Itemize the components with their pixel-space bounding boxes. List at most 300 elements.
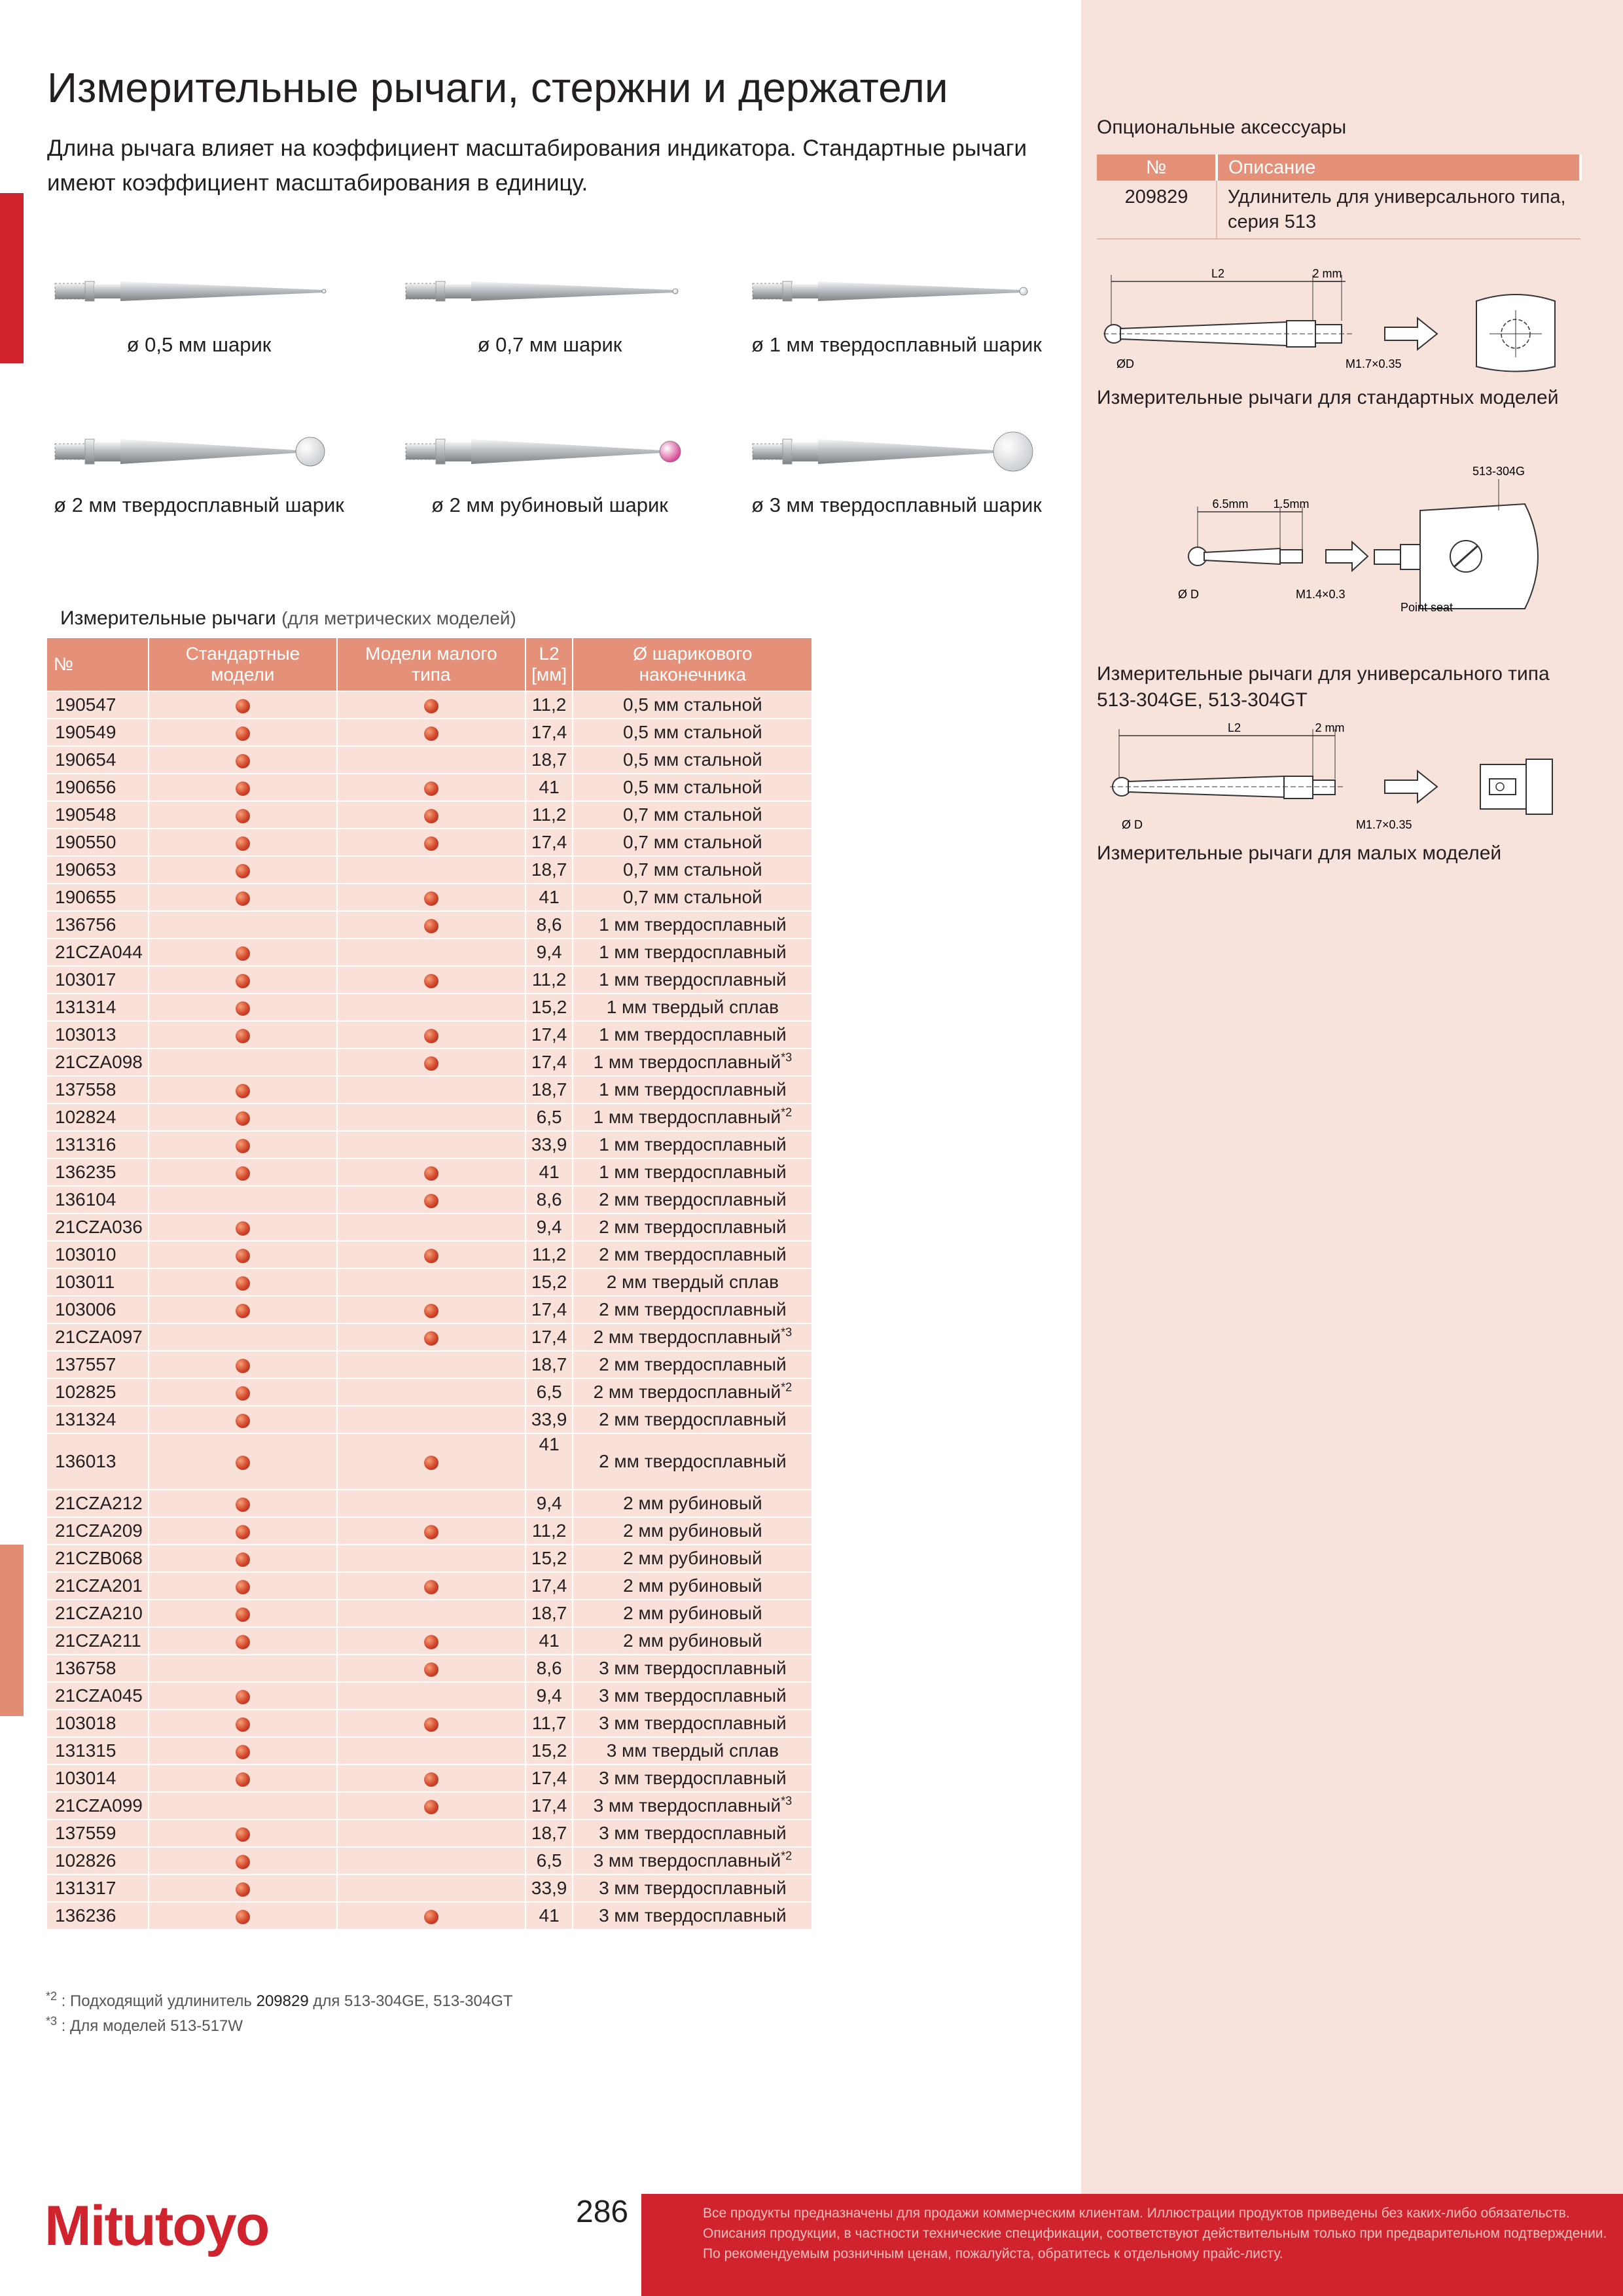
cell-tip <box>573 1076 812 1103</box>
availability-dot-icon <box>424 781 438 796</box>
availability-dot-icon <box>236 1029 250 1043</box>
cell-small <box>337 1323 526 1351</box>
table-row <box>46 1627 812 1655</box>
product-5 <box>386 419 713 517</box>
tip-text: 3 мм твердосплавный <box>599 1713 787 1733</box>
lbl-m17-s: M1.7×0.35 <box>1356 818 1412 831</box>
cell-no: 21CZA210 <box>46 1600 149 1627</box>
cell-l2: 6,5 <box>526 1378 573 1406</box>
table-row <box>46 774 812 801</box>
availability-dot-icon <box>424 1635 438 1649</box>
table-row <box>46 1874 812 1902</box>
cell-no: 102826 <box>46 1847 149 1874</box>
tip-text: 2 мм твердосплавный <box>599 1244 787 1265</box>
cell-l2: 41 <box>526 774 573 801</box>
cell-small <box>337 1241 526 1268</box>
availability-dot-icon <box>236 1772 250 1787</box>
availability-dot-icon <box>236 1690 250 1704</box>
acc-no: 209829 <box>1097 181 1217 239</box>
cell-small <box>337 1049 526 1076</box>
cell-tip <box>573 1131 812 1158</box>
table-row <box>46 1765 812 1792</box>
disclaimer-band <box>641 2194 1623 2296</box>
footnote-3-text: : Для моделей 513-517W <box>57 2017 243 2035</box>
page-title: Измерительные рычаги, стержни и держатели <box>47 63 948 111</box>
acc-desc-line1: Удлинитель для универсального типа, <box>1228 187 1566 207</box>
cell-small <box>337 1103 526 1131</box>
availability-dot-icon <box>236 1607 250 1622</box>
availability-dot-icon <box>236 726 250 741</box>
cell-standard <box>149 1847 337 1874</box>
table-row <box>46 1737 812 1765</box>
availability-dot-icon <box>424 1029 438 1043</box>
cell-small <box>337 1378 526 1406</box>
lbl-l2-s: L2 <box>1227 721 1241 734</box>
cell-no: 103013 <box>46 1021 149 1049</box>
availability-dot-icon <box>424 1662 438 1677</box>
cell-tip <box>573 994 812 1021</box>
table-row <box>46 911 812 939</box>
footnote-3-mark: *3 <box>46 2015 58 2028</box>
cell-standard <box>149 1765 337 1792</box>
availability-dot-icon <box>424 1304 438 1318</box>
table-row <box>46 1296 812 1323</box>
availability-dot-icon <box>424 1580 438 1594</box>
cell-l2: 41 <box>526 1158 573 1186</box>
cell-tip <box>573 1710 812 1737</box>
availability-dot-icon <box>236 1414 250 1428</box>
accessories-table <box>1097 154 1582 240</box>
tip-text: 3 мм твердосплавный <box>599 1658 787 1678</box>
cell-small <box>337 1517 526 1545</box>
cell-tip <box>573 691 812 719</box>
availability-dot-icon <box>424 1717 438 1732</box>
tip-text: 2 мм твердосплавный <box>593 1327 781 1347</box>
table-row <box>46 1131 812 1158</box>
table-row <box>46 1268 812 1296</box>
cell-small <box>337 884 526 911</box>
cell-l2: 18,7 <box>526 1076 573 1103</box>
cell-no: 131314 <box>46 994 149 1021</box>
lbl-seat: Point seat <box>1400 601 1454 614</box>
availability-dot-icon <box>236 864 250 878</box>
cell-small <box>337 1902 526 1929</box>
product-6 <box>733 419 1060 517</box>
arms-table <box>46 637 813 1930</box>
probe-6-image <box>746 419 1047 484</box>
lbl-od-s: Ø D <box>1122 818 1143 831</box>
cell-l2: 17,4 <box>526 1323 573 1351</box>
product-1 <box>35 259 363 357</box>
lbl-513: 513-304G <box>1472 465 1525 478</box>
availability-dot-icon <box>424 1525 438 1539</box>
cell-standard <box>149 911 337 939</box>
availability-dot-icon <box>424 919 438 933</box>
cell-standard <box>149 1131 337 1158</box>
cell-no: 21CZA209 <box>46 1517 149 1545</box>
cell-small <box>337 1682 526 1710</box>
availability-dot-icon <box>424 699 438 713</box>
table-row <box>46 856 812 884</box>
cell-small <box>337 1021 526 1049</box>
cell-no: 190654 <box>46 746 149 774</box>
cell-small <box>337 1874 526 1902</box>
availability-dot-icon <box>236 1635 250 1649</box>
cell-small <box>337 1737 526 1765</box>
cell-tip <box>573 1820 812 1847</box>
cell-tip <box>573 1874 812 1902</box>
cell-l2: 41 <box>526 1902 573 1929</box>
availability-dot-icon <box>236 809 250 823</box>
cell-standard <box>149 939 337 966</box>
product-4 <box>35 419 363 517</box>
cell-standard <box>149 966 337 994</box>
cell-no: 103014 <box>46 1765 149 1792</box>
table-row <box>46 1572 812 1600</box>
availability-dot-icon <box>236 1552 250 1567</box>
cell-no: 190550 <box>46 829 149 856</box>
table-row <box>46 1490 812 1517</box>
table-row <box>46 1682 812 1710</box>
cell-tip <box>573 1655 812 1682</box>
cell-l2: 41 <box>526 1433 573 1490</box>
col-l2-label: L2 <box>539 643 560 664</box>
cell-tip <box>573 1213 812 1241</box>
cell-small <box>337 1572 526 1600</box>
cell-small <box>337 1076 526 1103</box>
tip-text: 0,5 мм стальной <box>623 694 762 715</box>
availability-dot-icon <box>236 1745 250 1759</box>
cell-l2: 15,2 <box>526 1545 573 1572</box>
tip-text: 2 мм рубиновый <box>623 1603 762 1623</box>
cell-tip <box>573 1268 812 1296</box>
table-row <box>46 1323 812 1351</box>
tip-text: 2 мм твердый сплав <box>606 1272 779 1292</box>
footnote-2-pre: : Подходящий удлинитель <box>57 1992 257 2010</box>
cell-small <box>337 1847 526 1874</box>
tip-text: 1 мм твердосплавный <box>593 1107 781 1127</box>
footnote-ref: *3 <box>781 1325 793 1339</box>
cell-l2: 9,4 <box>526 939 573 966</box>
tip-text: 3 мм твердосплавный <box>593 1795 781 1816</box>
availability-dot-icon <box>236 974 250 988</box>
cell-tip <box>573 774 812 801</box>
footnote-ref: *3 <box>781 1050 793 1064</box>
product-2 <box>386 259 713 357</box>
cell-no: 21CZA045 <box>46 1682 149 1710</box>
table-row <box>46 1186 812 1213</box>
cell-small <box>337 1131 526 1158</box>
cell-standard <box>149 1241 337 1268</box>
table-row <box>46 884 812 911</box>
table-caption-note: (для метрических моделей) <box>281 608 516 628</box>
availability-dot-icon <box>236 946 250 961</box>
cell-no: 190547 <box>46 691 149 719</box>
table-row <box>46 801 812 829</box>
availability-dot-icon <box>236 1855 250 1869</box>
cell-tip <box>573 746 812 774</box>
cell-l2: 8,6 <box>526 1186 573 1213</box>
disclaimer-text: Все продукты предназначены для продажи коммерческим клиентам. Иллюстрации продуктов приведены без каких-либо обязательств. Описания продукции, в частности технические спецификации, соответствуют действительным только при предварительном подтверждении. По рекомендуемым розничным ценам, пожалуйста, обратитесь к отдельному прайс-листу. <box>703 2206 1607 2261</box>
tip-text: 0,5 мм стальной <box>623 777 762 797</box>
small-arm-diagram <box>1097 713 1568 838</box>
table-row <box>46 1158 812 1186</box>
cell-tip <box>573 1351 812 1378</box>
tip-text: 1 мм твердосплавный <box>599 1162 787 1182</box>
table-row <box>46 1820 812 1847</box>
cell-no: 21CZA098 <box>46 1049 149 1076</box>
cell-no: 136756 <box>46 911 149 939</box>
cell-tip <box>573 1296 812 1323</box>
availability-dot-icon <box>424 1910 438 1924</box>
footnote-ref: *3 <box>781 1794 793 1808</box>
table-row <box>46 1710 812 1737</box>
lbl-2mm: 2 mm <box>1312 267 1342 280</box>
availability-dot-icon <box>424 1800 438 1814</box>
cell-tip <box>573 1490 812 1517</box>
lbl-15: 1.5mm <box>1273 497 1310 511</box>
tip-text: 1 мм твердосплавный <box>599 969 787 990</box>
col-standard: Стандартные модели <box>149 637 337 691</box>
product-1-label: ø 0,5 мм шарик <box>126 333 272 356</box>
cell-tip <box>573 1572 812 1600</box>
cell-l2: 11,2 <box>526 966 573 994</box>
product-5-label: ø 2 мм рубиновый шарик <box>431 493 668 516</box>
product-3 <box>733 259 1060 357</box>
cell-small <box>337 746 526 774</box>
arms-table-body <box>46 691 812 1929</box>
standard-arm-diagram <box>1097 262 1568 380</box>
col-small: Модели малого типа <box>337 637 526 691</box>
cell-tip <box>573 1158 812 1186</box>
table-row <box>46 1021 812 1049</box>
cell-standard <box>149 801 337 829</box>
cell-standard <box>149 1737 337 1765</box>
cell-small <box>337 774 526 801</box>
cell-standard <box>149 774 337 801</box>
cell-l2: 18,7 <box>526 1600 573 1627</box>
tip-text: 2 мм твердосплавный <box>599 1409 787 1429</box>
cell-tip <box>573 1517 812 1545</box>
table-row <box>46 939 812 966</box>
probe-1-image <box>48 259 349 324</box>
table-row <box>46 1049 812 1076</box>
cell-tip <box>573 1186 812 1213</box>
intro-text: Длина рычага влияет на коэффициент масштабирования индикатора. Стандартные рычаги имеют коэффициент масштабирования в единицу. <box>47 135 1027 196</box>
cell-l2: 8,6 <box>526 1655 573 1682</box>
cell-no: 102824 <box>46 1103 149 1131</box>
tip-text: 2 мм твердосплавный <box>593 1382 781 1402</box>
cell-no: 190653 <box>46 856 149 884</box>
cell-no: 21CZA036 <box>46 1213 149 1241</box>
tip-text: 3 мм твердосплавный <box>599 1823 787 1843</box>
availability-dot-icon <box>236 1084 250 1098</box>
availability-dot-icon <box>236 891 250 906</box>
availability-dot-icon <box>424 1331 438 1346</box>
cell-l2: 9,4 <box>526 1682 573 1710</box>
cell-tip <box>573 1433 812 1490</box>
cell-no: 21CZA099 <box>46 1792 149 1820</box>
accessories-caption: Опциональные аксессуары <box>1097 117 1347 138</box>
table-row <box>46 1433 812 1490</box>
cell-standard <box>149 1874 337 1902</box>
table-row <box>46 691 812 719</box>
cell-tip <box>573 1600 812 1627</box>
cell-l2: 17,4 <box>526 1572 573 1600</box>
table-row <box>46 1406 812 1433</box>
tip-text: 3 мм твердосплавный <box>599 1685 787 1706</box>
cell-standard <box>149 719 337 746</box>
cell-l2: 8,6 <box>526 911 573 939</box>
table-caption <box>60 607 516 630</box>
cell-standard <box>149 994 337 1021</box>
cell-no: 21CZA044 <box>46 939 149 966</box>
cell-standard <box>149 1378 337 1406</box>
cell-l2: 15,2 <box>526 1737 573 1765</box>
cell-small <box>337 1545 526 1572</box>
cell-l2: 33,9 <box>526 1131 573 1158</box>
availability-dot-icon <box>236 1304 250 1318</box>
cell-l2: 17,4 <box>526 1792 573 1820</box>
product-4-label: ø 2 мм твердосплавный шарик <box>54 493 344 516</box>
cell-tip <box>573 1847 812 1874</box>
cell-standard <box>149 1268 337 1296</box>
cell-standard <box>149 1076 337 1103</box>
universal-arm-diagram <box>1158 458 1577 622</box>
cell-standard <box>149 1186 337 1213</box>
tip-text: 3 мм твердый сплав <box>606 1740 779 1761</box>
tip-text: 0,7 мм стальной <box>623 832 762 852</box>
cell-small <box>337 939 526 966</box>
cell-small <box>337 1406 526 1433</box>
tip-text: 0,5 мм стальной <box>623 722 762 742</box>
footnote-ref: *2 <box>781 1380 793 1394</box>
universal-caption-line1: Измерительные рычаги для универсального типа <box>1097 663 1550 685</box>
availability-dot-icon <box>236 1359 250 1373</box>
tip-text: 3 мм твердосплавный <box>599 1768 787 1788</box>
tip-text: 2 мм твердосплавный <box>599 1451 787 1471</box>
table-row <box>46 1902 812 1929</box>
tip-text: 1 мм твердосплавный <box>599 1079 787 1100</box>
cell-small <box>337 829 526 856</box>
availability-dot-icon <box>236 1001 250 1016</box>
cell-no: 136758 <box>46 1655 149 1682</box>
availability-dot-icon <box>236 1910 250 1924</box>
tip-text: 1 мм твердосплавный <box>599 1134 787 1155</box>
cell-no: 190548 <box>46 801 149 829</box>
probe-5-image <box>399 419 700 484</box>
cell-l2: 17,4 <box>526 1296 573 1323</box>
cell-small <box>337 1600 526 1627</box>
cell-tip <box>573 1737 812 1765</box>
cell-no: 137558 <box>46 1076 149 1103</box>
cell-l2: 6,5 <box>526 1103 573 1131</box>
cell-tip <box>573 1241 812 1268</box>
lbl-od: ØD <box>1116 357 1134 370</box>
cell-small <box>337 1433 526 1490</box>
cell-l2: 15,2 <box>526 1268 573 1296</box>
availability-dot-icon <box>424 1772 438 1787</box>
cell-no: 103017 <box>46 966 149 994</box>
cell-small <box>337 1627 526 1655</box>
cell-standard <box>149 1572 337 1600</box>
cell-small <box>337 1296 526 1323</box>
cell-no: 103010 <box>46 1241 149 1268</box>
table-row <box>46 994 812 1021</box>
cell-tip <box>573 939 812 966</box>
acc-col-no: № <box>1097 154 1217 181</box>
lbl-m17: M1.7×0.35 <box>1346 357 1402 370</box>
cell-l2: 17,4 <box>526 1765 573 1792</box>
availability-dot-icon <box>236 1525 250 1539</box>
cell-standard <box>149 1517 337 1545</box>
cell-l2: 18,7 <box>526 1820 573 1847</box>
cell-l2: 6,5 <box>526 1847 573 1874</box>
cell-standard <box>149 1406 337 1433</box>
table-row <box>46 1792 812 1820</box>
availability-dot-icon <box>236 1498 250 1512</box>
footnote-ref: *2 <box>781 1105 793 1119</box>
cell-l2: 18,7 <box>526 746 573 774</box>
cell-standard <box>149 856 337 884</box>
cell-standard <box>149 1792 337 1820</box>
cell-l2: 9,4 <box>526 1213 573 1241</box>
availability-dot-icon <box>424 1166 438 1181</box>
cell-no: 103006 <box>46 1296 149 1323</box>
cell-l2: 15,2 <box>526 994 573 1021</box>
availability-dot-icon <box>236 1580 250 1594</box>
tip-text: 2 мм рубиновый <box>623 1630 762 1651</box>
cell-standard <box>149 1103 337 1131</box>
availability-dot-icon <box>236 1111 250 1126</box>
cell-standard <box>149 1296 337 1323</box>
cell-standard <box>149 1600 337 1627</box>
table-row <box>46 1241 812 1268</box>
cell-standard <box>149 1049 337 1076</box>
availability-dot-icon <box>236 1717 250 1732</box>
probe-4-image <box>48 419 349 484</box>
cell-l2: 33,9 <box>526 1406 573 1433</box>
availability-dot-icon <box>236 1221 250 1236</box>
cell-l2: 17,4 <box>526 829 573 856</box>
availability-dot-icon <box>424 1456 438 1470</box>
cell-no: 137557 <box>46 1351 149 1378</box>
cell-no: 21CZB068 <box>46 1545 149 1572</box>
cell-no: 131324 <box>46 1406 149 1433</box>
cell-small <box>337 1490 526 1517</box>
availability-dot-icon <box>236 754 250 768</box>
product-3-label: ø 1 мм твердосплавный шарик <box>751 333 1042 356</box>
table-row <box>46 1847 812 1874</box>
availability-dot-icon <box>236 1276 250 1291</box>
table-row <box>46 1213 812 1241</box>
cell-tip <box>573 719 812 746</box>
availability-dot-icon <box>236 1456 250 1470</box>
availability-dot-icon <box>236 1249 250 1263</box>
tip-text: 3 мм твердосплавный <box>599 1878 787 1898</box>
lbl-2mm-s: 2 mm <box>1315 721 1345 734</box>
cell-no: 131317 <box>46 1874 149 1902</box>
cell-standard <box>149 1655 337 1682</box>
table-row <box>46 1545 812 1572</box>
cell-standard <box>149 1158 337 1186</box>
cell-small <box>337 1710 526 1737</box>
universal-caption-line2: 513-304GE, 513-304GT <box>1097 689 1308 711</box>
tip-text: 0,7 мм стальной <box>623 804 762 825</box>
cell-standard <box>149 1902 337 1929</box>
tip-text: 0,7 мм стальной <box>623 859 762 880</box>
cell-no: 190656 <box>46 774 149 801</box>
